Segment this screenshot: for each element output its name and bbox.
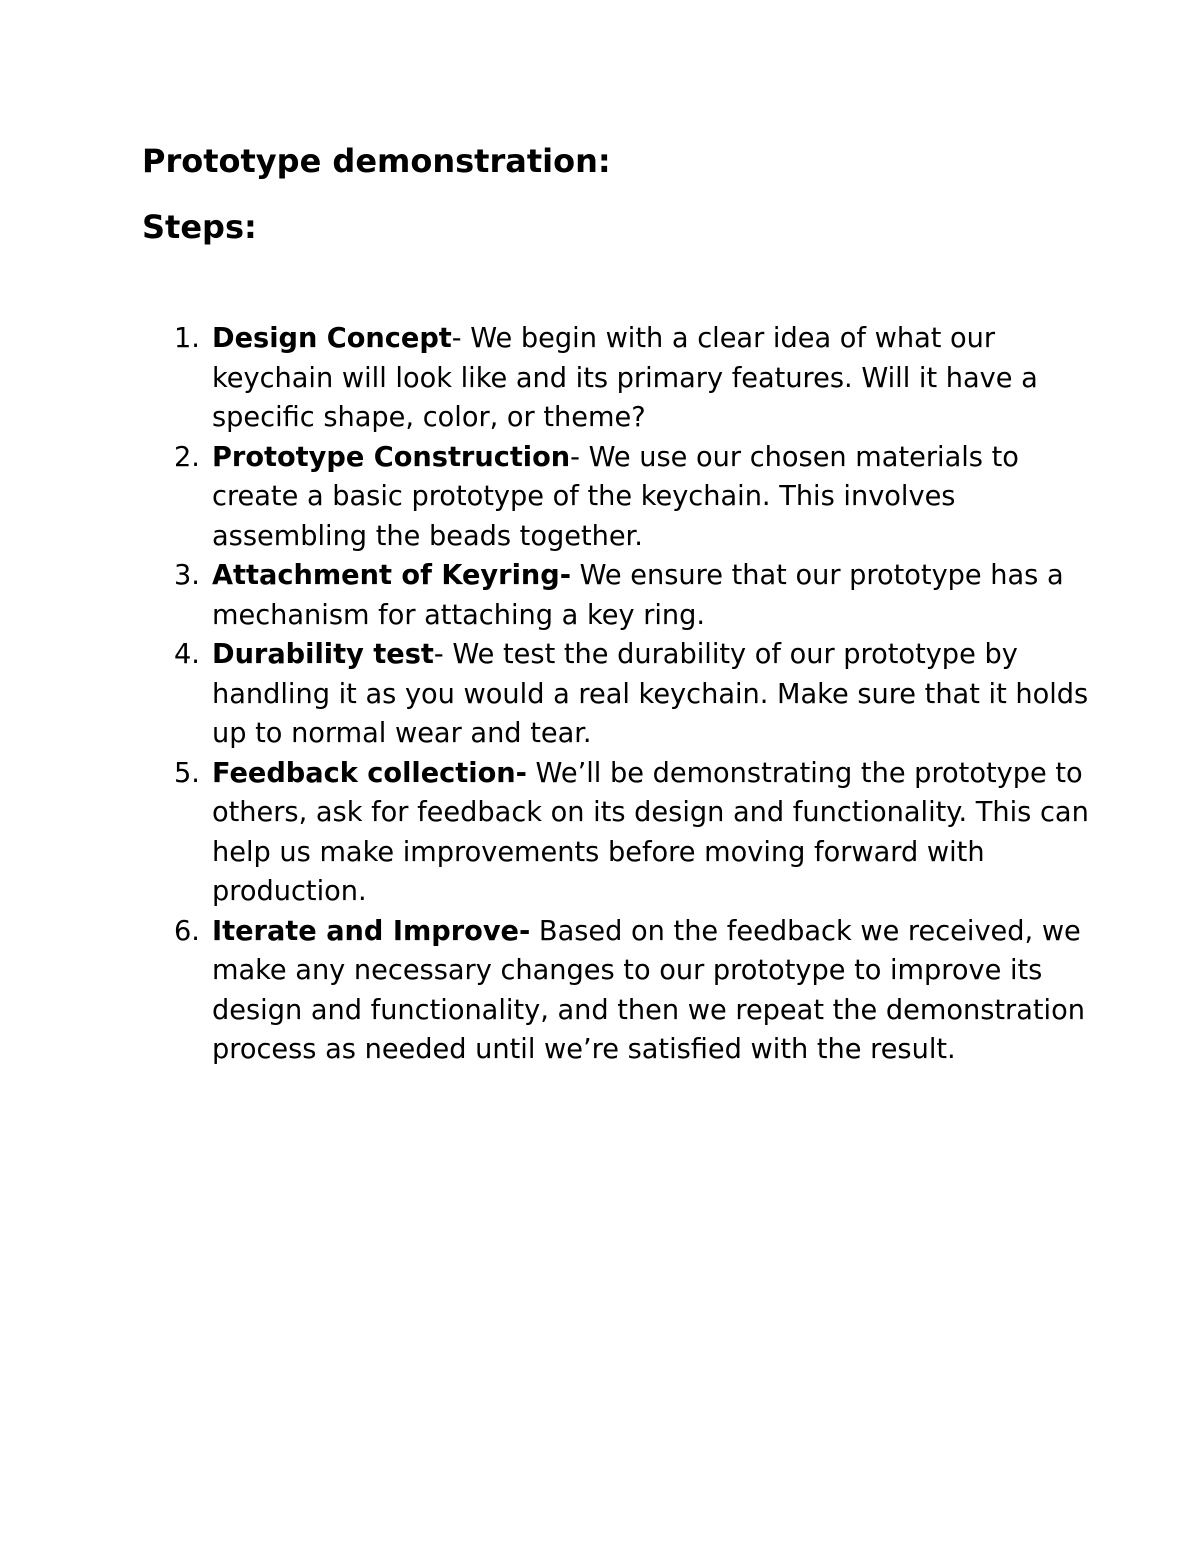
list-item bbox=[0, 319, 1200, 438]
step-text: We ensure that our prototype has a mechanism for attaching a key ring. bbox=[212, 560, 1064, 631]
steps-heading: Steps: bbox=[142, 208, 257, 246]
step-number: 3. bbox=[174, 560, 200, 591]
step-text: Based on the feedback we received, we make any necessary changes to our prototype to improve its design and functionality, and then we repeat the demonstration process as needed until we’re satisfied with the result. bbox=[212, 915, 1085, 1065]
step-number: 6. bbox=[174, 915, 200, 947]
list-item bbox=[0, 912, 1200, 1070]
step-number: 1. bbox=[174, 323, 200, 354]
step-title: Attachment of Keyring- bbox=[212, 560, 571, 591]
step-title: Prototype Construction bbox=[212, 441, 571, 473]
step-text: - We use our chosen materials to create a basic prototype of the keychain. This involves assembling the beads together. bbox=[212, 441, 1019, 552]
step-number: 5. bbox=[174, 757, 200, 789]
step-number: 2. bbox=[174, 441, 200, 473]
list-item bbox=[0, 635, 1200, 754]
document-title: Prototype demonstration: bbox=[142, 142, 611, 180]
list-item bbox=[0, 754, 1200, 912]
step-title: Durability test bbox=[212, 639, 434, 670]
step-title: Iterate and Improve- bbox=[212, 915, 531, 947]
step-text: - We begin with a clear idea of what our keychain will look like and its primary features. Will it have a specific shape, color, or theme? bbox=[212, 323, 1038, 433]
step-text: We’ll be demonstrating the prototype to others, ask for feedback on its design and functionality. This can help us make improvements before moving forward with production. bbox=[212, 757, 1089, 907]
list-item bbox=[0, 438, 1200, 557]
steps-list bbox=[0, 319, 1200, 1070]
step-text: - We test the durability of our prototype by handling it as you would a real keychain. Make sure that it holds up to normal wear and tear. bbox=[212, 639, 1089, 749]
step-title: Feedback collection- bbox=[212, 757, 527, 789]
step-number: 4. bbox=[174, 639, 200, 670]
list-item bbox=[0, 556, 1200, 635]
step-title: Design Concept bbox=[212, 323, 452, 354]
